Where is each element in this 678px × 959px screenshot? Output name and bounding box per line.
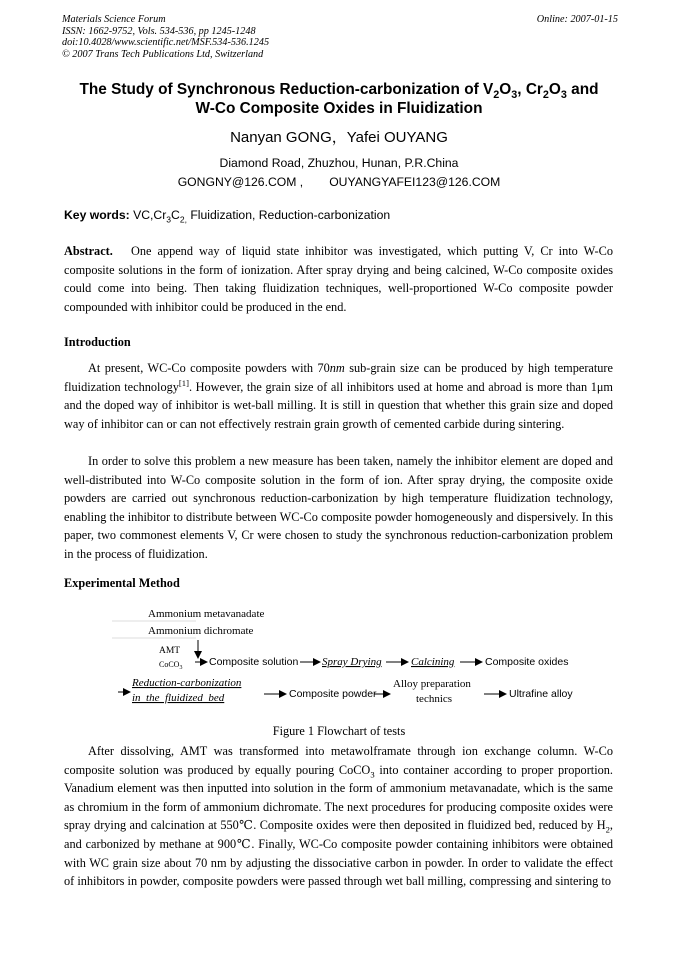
email-1: GONGNY@126.COM , bbox=[177, 175, 304, 189]
paper-title bbox=[40, 80, 638, 118]
abstract-label: Abstract. bbox=[64, 244, 113, 258]
title-line-2: W-Co Composite Oxides in Fluidization bbox=[195, 100, 483, 117]
abstract-text: One append way of liquid state inhibitor was investigated, which putting V, Cr into W-Co composite solutions in the form of ionization. After spray drying and being calcined, W-Co composite oxides could come into being. Then taking fluidization techniques, well-proportioned W-Co composite powder compounded with inhibitor could be produced in the end. bbox=[64, 244, 613, 314]
flowchart bbox=[0, 600, 678, 716]
introduction-heading: Introduction bbox=[64, 335, 131, 349]
flow-reduction-line-1: Reduction-carbonization bbox=[132, 677, 242, 689]
journal-header bbox=[62, 14, 618, 60]
flow-input-ammonium-metavanadate: Ammonium metavanadate bbox=[148, 608, 265, 620]
online-date: Online: 2007-01-15 bbox=[536, 14, 618, 25]
flow-spray-drying: Spray Drying bbox=[322, 656, 382, 668]
flow-reduction-line-2: in the fluidized bed bbox=[132, 692, 225, 704]
title-line-1: The Study of Synchronous Reduction-carbonization of $V_2O_3$, $Cr_2O_3$ and bbox=[79, 81, 599, 102]
introduction-paragraph-1: At present, WC-Co composite powders with 70nm sub-grain size can be produced by high temperature fluidization technology[1]. However, the grain size of all inhibitors used at home and abroad is more than 1μm and the doped way of inhibitor is wet-ball milling. It is still in question that whether this grain size and doped way of inhibitor can or can not effectively restrain grain growth of cemented carbide during sintering. bbox=[64, 361, 614, 431]
journal-name: Materials Science Forum bbox=[62, 14, 166, 25]
figure-caption: Figure 1 Flowchart of tests bbox=[272, 724, 406, 738]
keywords: Key words: $VC,Cr_3C_{2,}$ Fluidization, Reduction-carbonization bbox=[64, 208, 391, 225]
introduction-paragraph-2: In order to solve this problem a new measure has been taken, namely the inhibitor element are doped and well-distributed into W-Co composite solution in the form of ion. After spray drying, the composite oxide powders are carried out synchronous reduction-carbonization by high temperature fluidization technology, enabling the inhibitor to distribute between WC-Co composite powder homogeneously and dispersively. In this paper, two commonest elements V, Cr were chosen to study the synchronous reduction-carbonization problem in the process of fluidization. bbox=[64, 454, 613, 561]
flow-alloy-prep-line-1: Alloy preparation bbox=[393, 678, 471, 690]
flow-composite-powder: Composite powder bbox=[289, 688, 377, 700]
flow-input-amt: AMT bbox=[159, 646, 181, 656]
flow-ultrafine-alloy: Ultrafine alloy bbox=[509, 688, 573, 700]
copyright-line: © 2007 Trans Tech Publications Ltd, Switzerland bbox=[62, 48, 264, 60]
address: Diamond Road, Zhuzhou, Hunan, P.R.China bbox=[219, 156, 459, 170]
flow-calcining: Calcining bbox=[411, 656, 455, 668]
affiliation bbox=[0, 154, 678, 192]
keywords-label: Key words: bbox=[64, 208, 130, 222]
doi-line: doi:10.4028/www.scientific.net/MSF.534-536.1245 bbox=[62, 37, 270, 49]
flow-composite-solution: Composite solution bbox=[209, 656, 299, 668]
emails bbox=[0, 173, 678, 192]
experimental-paragraph-1: After dissolving, AMT was transformed into metawolframate through ion exchange column. W-Co composite solution was produced by equally pouring CoCO$_3$ into container according to proper proportion. Vanadium element was then inputted into solution in the form of ammonium metavanadate, which is the same as chromium in the form of ammonium dichromate. The next procedures for producing composite oxides were spray drying and calcination at 550℃. Composite oxides were then deposited in fluidized bed, reduced by $H_2$, and carbonized by methane at 900℃. Finally, WC-Co composite powder containing inhibitors were obtained with WC grain size about 70 nm by adjusting the dissociative carbon in powder. In order to validate the effect of inhibitors in powder, composite powders were passed through wet ball milling, compressing and sintering to bbox=[64, 744, 614, 889]
email-2: OUYANGYAFEI123@126.COM bbox=[329, 175, 501, 189]
flow-alloy-prep-line-2: technics bbox=[416, 693, 453, 705]
authors: Nanyan GONG，Yafei OUYANG bbox=[230, 129, 448, 146]
flow-composite-oxides: Composite oxides bbox=[485, 656, 569, 668]
flow-input-ammonium-dichromate: Ammonium dichromate bbox=[148, 625, 254, 637]
experimental-heading: Experimental Method bbox=[64, 576, 180, 590]
issn-line: ISSN: 1662-9752, Vols. 534-536, pp 1245-1248 bbox=[62, 25, 256, 37]
abstract bbox=[64, 242, 613, 316]
flow-input-coco3: CoCO$_3$ bbox=[159, 660, 183, 671]
